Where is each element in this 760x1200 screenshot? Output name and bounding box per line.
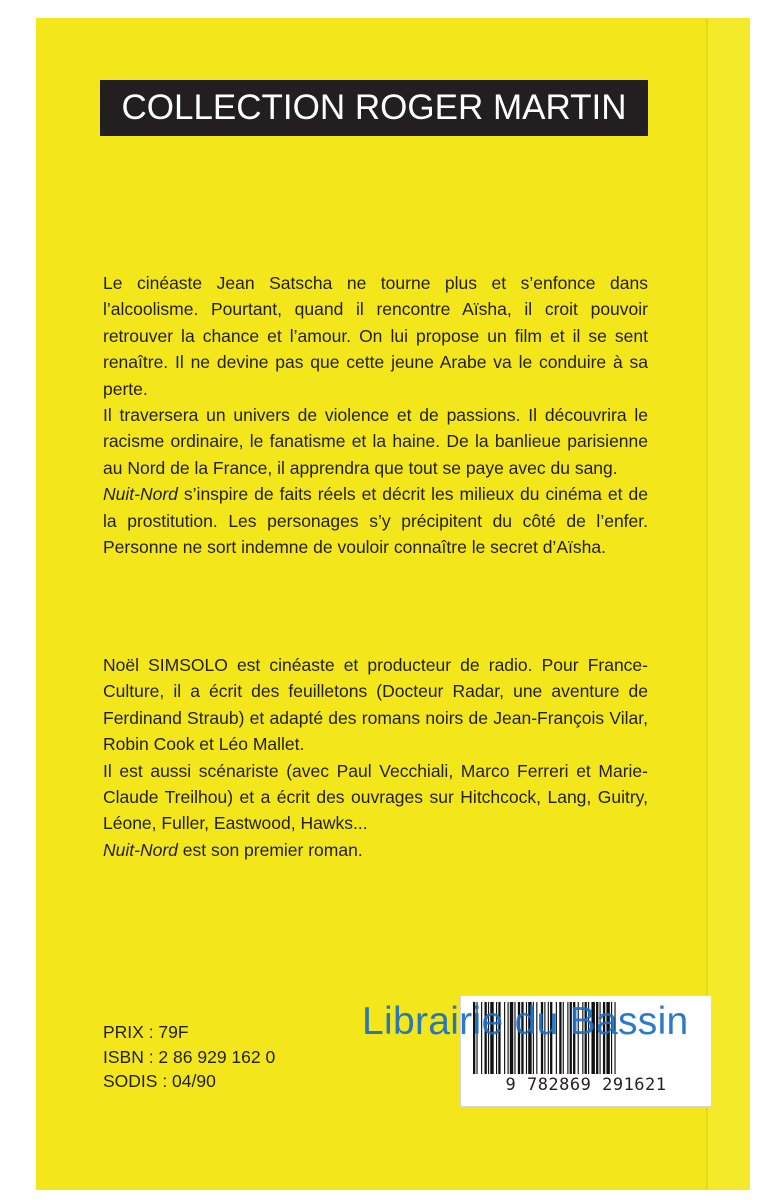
collection-banner: [100, 80, 648, 136]
synopsis-paragraph: Le cinéaste Jean Satscha ne tourne plus et s’enfonce dans l’alcoolisme. Pourtant, quand il rencontre Aïsha, il croit pouvoir retrouver la chance et l’amour. On lui propose un film et il se sent renaître. Il ne devine pas que cette jeune Arabe va le conduire à sa perte.: [103, 273, 648, 399]
sodis-line: SODIS : 04/90: [103, 1071, 216, 1091]
cover-edge: [706, 18, 750, 1190]
collection-title: COLLECTION ROGER MARTIN: [121, 88, 627, 127]
price-line: PRIX : 79F: [103, 1022, 189, 1042]
bio-paragraph: [103, 837, 648, 863]
synopsis-text: [103, 270, 648, 560]
synopsis-paragraph-rest: s’inspire de faits réels et décrit les milieux du cinéma et de la prostitution. Les personages s’y précipitent du côté de l’enfer. Personne ne sort indemne de vouloir connaître le secret d’Aïsha.: [103, 484, 648, 558]
book-title-italic: Nuit-Nord: [103, 484, 178, 505]
book-info: [103, 1020, 275, 1094]
bio-paragraph: Noël SIMSOLO est cinéaste et producteur de radio. Pour France-Culture, il a écrit des feuilletons (Docteur Radar, une aventure de Ferdinand Straub) et adapté des romans noirs de Jean-François Vilar, Robin Cook et Léo Mallet.: [103, 655, 648, 755]
author-bio-text: [103, 652, 648, 863]
book-title-italic: Nuit-Nord: [103, 839, 178, 860]
isbn-line: ISBN : 2 86 929 162 0: [103, 1046, 276, 1067]
bio-paragraph-rest: est son premier roman.: [177, 839, 363, 860]
synopsis-paragraph: [103, 481, 648, 560]
bio-paragraph: Il est aussi scénariste (avec Paul Vecchiali, Marco Ferreri et Marie-Claude Treilhou) et a écrit des ouvrages sur Hitchcock, Lang, Guitry, Léone, Fuller, Eastwood, Hawks...: [103, 760, 648, 834]
barcode-digits: 9 782869 291621: [505, 1075, 667, 1095]
synopsis-paragraph: Il traversera un univers de violence et de passions. Il découvrira le racisme ordinaire, le fanatisme et la haine. De la banlieue parisienne au Nord de la France, il apprendra que tout se paye avec du sang.: [103, 405, 648, 478]
watermark-text: Librairie du Bassin: [362, 1000, 689, 1043]
